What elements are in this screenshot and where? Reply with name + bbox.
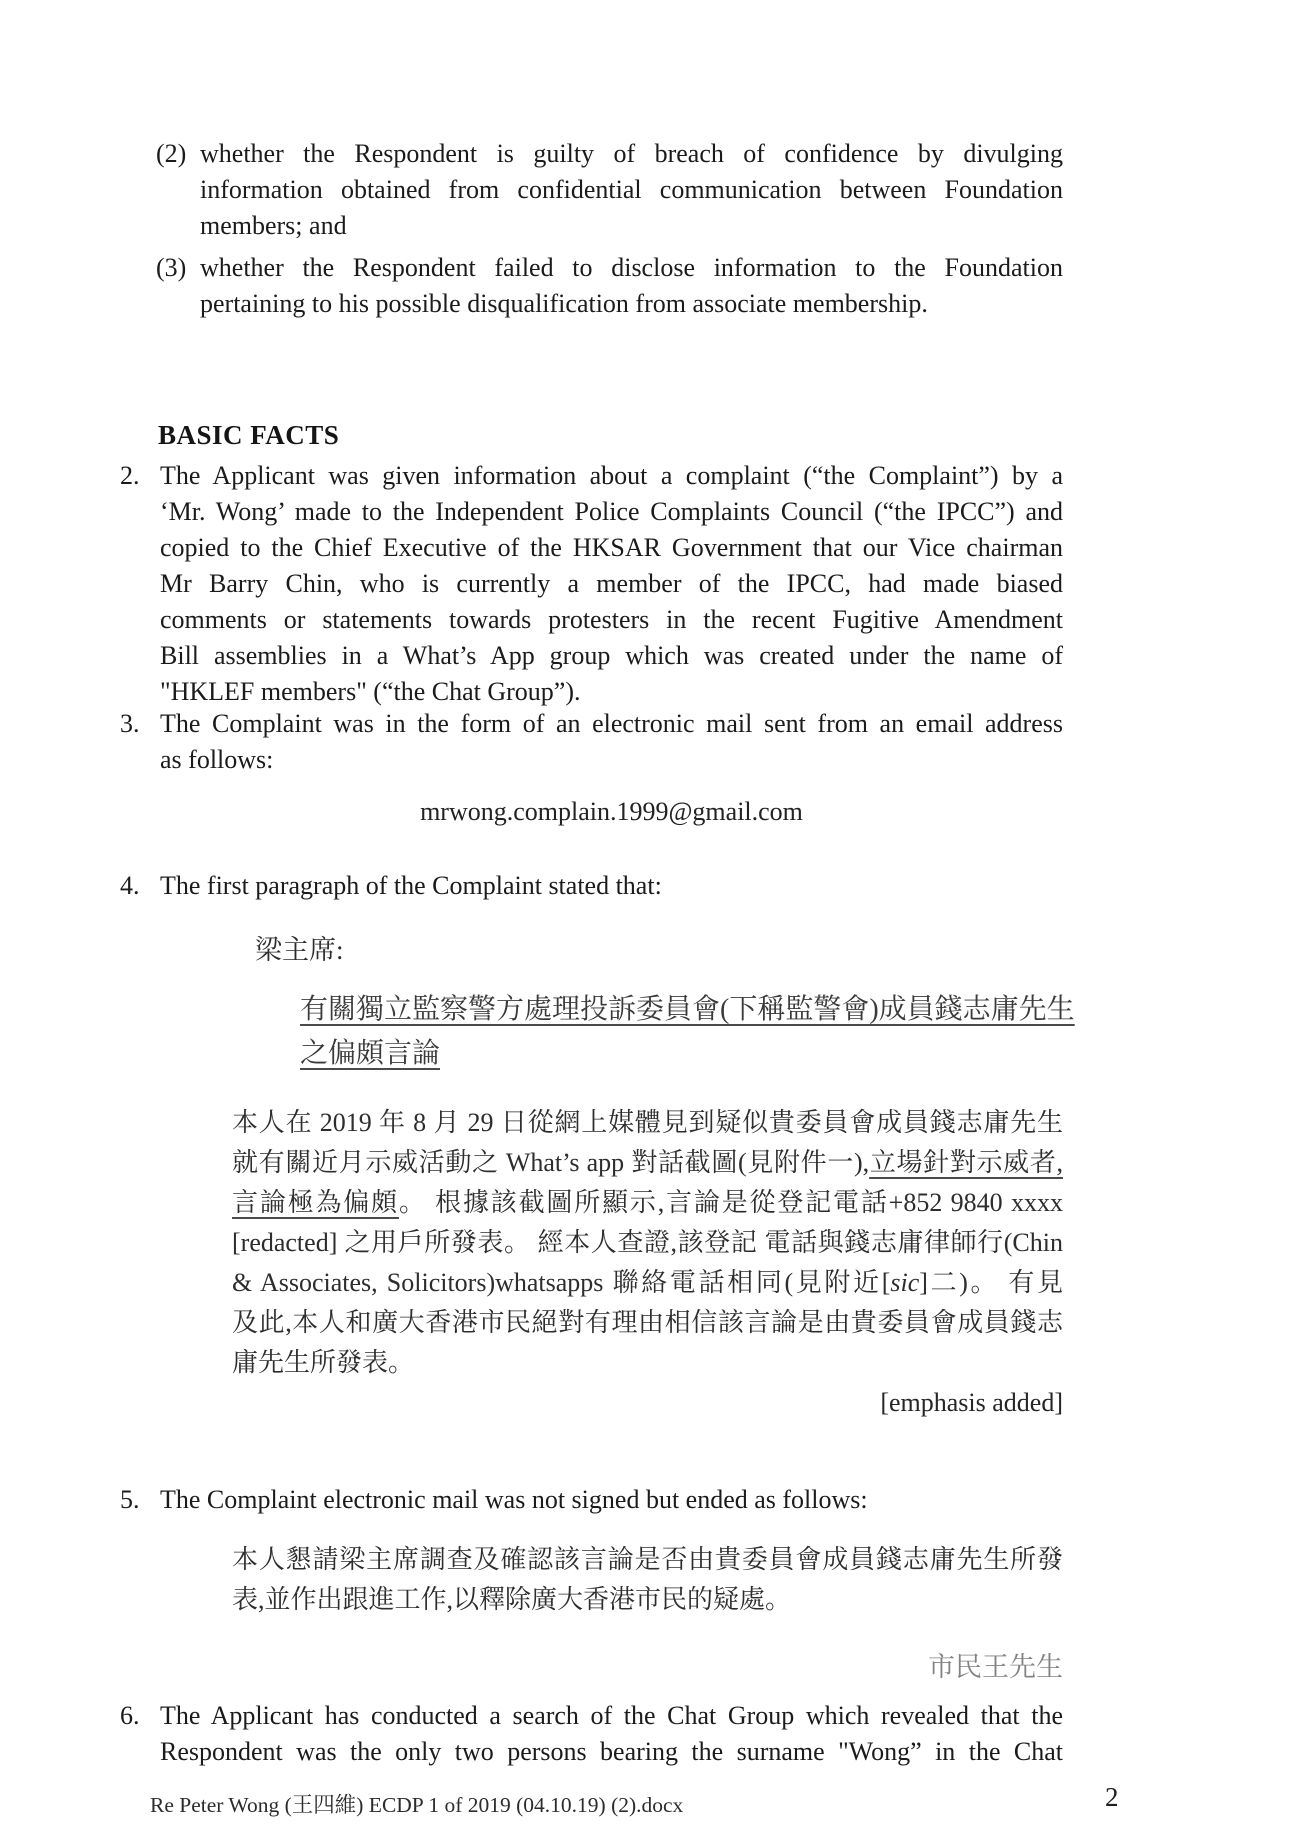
paragraph-5: [120, 1482, 1063, 1518]
text-line: [160, 638, 1063, 674]
text-segment: whether the Respondent failed to disclose information to the Foundation: [200, 253, 1063, 282]
paragraph-5-text: [160, 1482, 1063, 1518]
paragraph-2: [120, 458, 1063, 710]
text-segment: The Complaint was in the form of an electronic mail sent from an email address: [160, 709, 1063, 738]
text-line: [200, 250, 1063, 286]
issue-item-2-text: [200, 136, 1063, 244]
text-segment: information obtained from confidential communication between Foundation: [200, 175, 1063, 204]
paragraph-6-text: [160, 1698, 1063, 1770]
text-segment: ]二)。 有見: [919, 1268, 1063, 1297]
text-line: [160, 868, 1063, 904]
issue-item-2: [156, 136, 1063, 244]
text-line: [300, 1032, 1063, 1076]
paragraph-4: [120, 868, 1063, 904]
text-segment: comments or statements towards protesters in the recent Fugitive Amendment: [160, 605, 1063, 634]
paragraph-2-text: [160, 458, 1063, 710]
paragraph-6: [120, 1698, 1063, 1770]
text-segment: whether the Respondent is guilty of breach of confidence by divulging: [200, 139, 1063, 168]
issue-item-2-label: (2): [156, 139, 187, 168]
emphasized-text: 言論極為偏頗: [232, 1188, 399, 1217]
text-line: [232, 1343, 1063, 1383]
emphasized-text: 之偏頗言論: [300, 1038, 441, 1069]
text-segment: The first paragraph of the Complaint stated that:: [160, 871, 662, 900]
text-line: [160, 674, 1063, 710]
text-segment: as follows:: [160, 745, 274, 774]
page-number: 2: [1105, 1782, 1119, 1812]
emphasis-note: [emphasis added]: [880, 1388, 1063, 1417]
text-line: [160, 458, 1063, 494]
text-line: [232, 1580, 1063, 1620]
text-segment: Mr Barry Chin, who is currently a member of the IPCC, had made biased: [160, 569, 1063, 598]
section-heading-basic-facts: BASIC FACTS: [158, 420, 340, 450]
paragraph-3: [120, 706, 1063, 778]
complaint-body: [232, 1103, 1063, 1383]
text-line: [160, 494, 1063, 530]
text-segment: 及此,本人和廣大香港市民絕對有理由相信該言論是由貴委員會成員錢志: [232, 1308, 1063, 1337]
paragraph-3-number: 3.: [120, 709, 140, 738]
text-segment: 本人懇請梁主席調查及確認該言論是否由貴委員會成員錢志庸先生所發: [232, 1545, 1063, 1574]
text-segment: pertaining to his possible disqualification from associate membership.: [200, 289, 928, 318]
complaint-email-address: mrwong.complain.1999@gmail.com: [420, 797, 803, 826]
text-line: [200, 172, 1063, 208]
text-line: [232, 1143, 1063, 1183]
issue-item-3: [156, 250, 1063, 322]
issue-item-3-label: (3): [156, 253, 187, 282]
text-segment: 。 根據該截圖所顯示,言論是從登記電話+852 9840 xxxx: [398, 1188, 1063, 1217]
text-line: [200, 208, 1063, 244]
text-line: [160, 566, 1063, 602]
paragraph-4-number: 4.: [120, 871, 140, 900]
paragraph-4-text: [160, 868, 1063, 904]
text-line: [232, 1303, 1063, 1343]
complaint-salutation: 梁主席:: [255, 935, 344, 965]
paragraph-5-number: 5.: [120, 1485, 140, 1514]
emphasized-text: 有關獨立監察警方處理投訴委員會(下稱監警會)成員錢志庸先生: [300, 994, 1075, 1025]
text-segment: Respondent was the only two persons bearing the surname "Wong” in the Chat: [160, 1737, 1063, 1766]
paragraph-6-number: 6.: [120, 1701, 140, 1730]
text-line: [232, 1223, 1063, 1263]
text-segment: sic: [890, 1268, 920, 1297]
text-segment: [redacted] 之用戶所發表。 經本人查證,該登記 電話與錢志庸律師行(Chin: [232, 1228, 1063, 1257]
text-segment: Bill assemblies in a What’s App group which was created under the name of: [160, 641, 1063, 670]
text-line: [160, 530, 1063, 566]
text-line: [200, 136, 1063, 172]
complaint-subject-heading: [300, 988, 1075, 1076]
text-segment: members; and: [200, 211, 347, 240]
text-line: [160, 1482, 1063, 1518]
footer-filename: Re Peter Wong (王四維) ECDP 1 of 2019 (04.10.19) (2).docx: [150, 1793, 684, 1817]
text-line: [160, 1734, 1063, 1770]
text-segment: The Complaint electronic mail was not signed but ended as follows:: [160, 1485, 868, 1514]
text-line: [200, 286, 1063, 322]
text-segment: 就有關近月示威活動之 What’s app 對話截圖(見附件一),: [232, 1148, 870, 1177]
text-segment: ‘Mr. Wong’ made to the Independent Police Complaints Council (“the IPCC”) and: [160, 497, 1063, 526]
text-line: [232, 1183, 1063, 1223]
text-segment: The Applicant was given information about a complaint (“the Complaint”) by a: [160, 461, 1063, 490]
text-segment: & Associates, Solicitors)whatsapps 聯絡電話相同(見附近[: [232, 1268, 891, 1297]
text-line: [160, 742, 1063, 778]
text-line: [232, 1263, 1063, 1303]
paragraph-2-number: 2.: [120, 461, 140, 490]
text-segment: "HKLEF members" (“the Chat Group”).: [160, 677, 581, 706]
text-line: [232, 1103, 1063, 1143]
closing-quote: [232, 1540, 1063, 1620]
complainant-signature: 市民王先生: [928, 1652, 1063, 1682]
text-segment: 表,並作出跟進工作,以釋除廣大香港市民的疑處。: [232, 1585, 792, 1614]
text-segment: copied to the Chief Executive of the HKSAR Government that our Vice chairman: [160, 533, 1063, 562]
emphasized-text: 立場針對示威者,: [869, 1148, 1063, 1177]
text-line: [300, 988, 1075, 1032]
text-line: [160, 706, 1063, 742]
issue-item-3-text: [200, 250, 1063, 322]
text-line: [232, 1540, 1063, 1580]
text-segment: The Applicant has conducted a search of the Chat Group which revealed that the: [160, 1701, 1063, 1730]
paragraph-3-text: [160, 706, 1063, 778]
text-segment: 庸先生所發表。: [232, 1348, 415, 1377]
text-line: [160, 602, 1063, 638]
text-line: [160, 1698, 1063, 1734]
text-segment: 本人在 2019 年 8 月 29 日從網上媒體見到疑似貴委員會成員錢志庸先生: [232, 1108, 1063, 1137]
